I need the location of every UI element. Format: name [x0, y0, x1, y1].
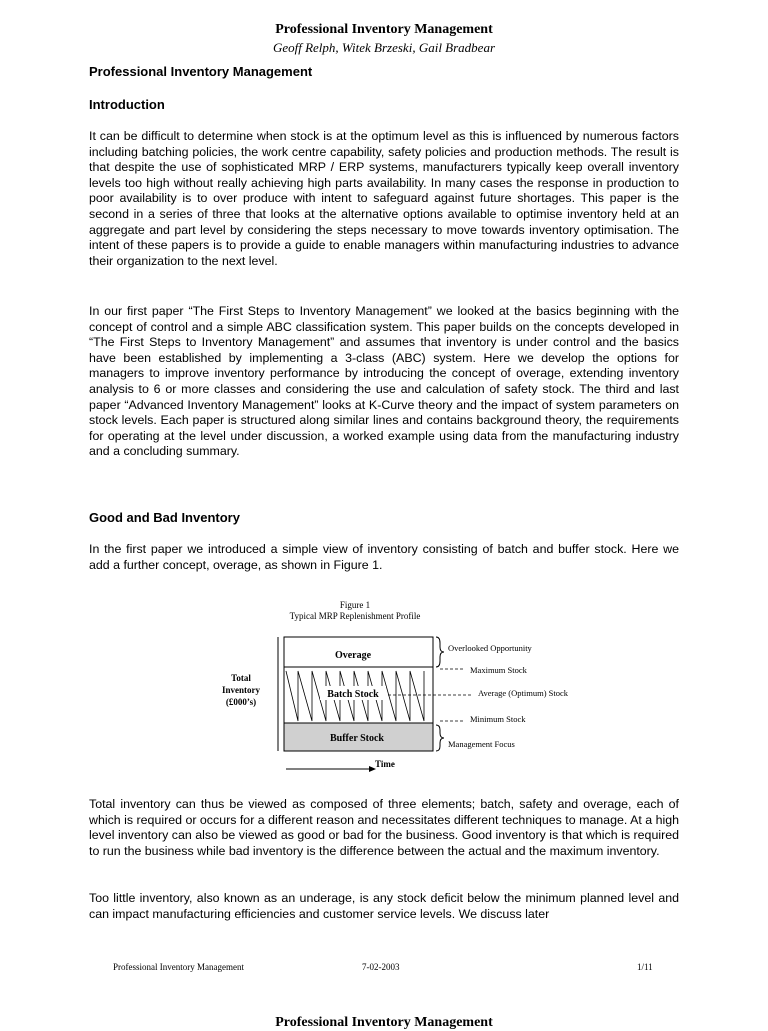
ann-management-focus: Management Focus [448, 739, 515, 749]
good-bad-paragraph-3: Too little inventory, also known as an underage, is any stock deficit below the minimum planned level and can impact manufacturing efficiencies and customer service levels. We discuss later [89, 891, 679, 921]
running-header-authors: Geoff Relph, Witek Brzeski, Gail Bradbear [272, 40, 496, 55]
ann-maximum-stock: Maximum Stock [470, 665, 527, 675]
next-page-header: Professional Inventory Management [275, 1015, 493, 1030]
ann-average-stock: Average (Optimum) Stock [478, 688, 569, 698]
good-bad-paragraph-1: In the first paper we introduced a simple view of inventory consisting of batch and buffer stock. Here we add a further concept, overage, as shown in Figure 1. [89, 542, 679, 572]
y-label-line-3: (£000’s) [225, 697, 257, 707]
overlooked-brace [436, 637, 444, 667]
figure-label: Figure 1 [339, 600, 371, 610]
y-label-line-2: Inventory [222, 685, 260, 695]
time-label: Time [375, 759, 395, 769]
management-brace [436, 725, 444, 751]
figure-caption: Typical MRP Replenishment Profile [289, 611, 421, 621]
batch-stock-label: Batch Stock [327, 689, 379, 700]
running-header-title: Professional Inventory Management [275, 22, 493, 37]
introduction-paragraph-1: It can be difficult to determine when stock is at the optimum level as this is influenced by numerous factors including batching policies, the work centre capability, safety policies and production methods. The result is that despite the use of sophisticated MRP / ERP systems, manufacturers typically keep overall inventory levels too high without really achieving high parts availability. In many cases the response in production to poor availability is to over produce with intent to safeguard against future shortages. This paper is the second in a series of three that looks at the alternative options available to optimise inventory held at an aggregate and part level by considering the steps necessary to move towards inventory optimisation. The intent of these papers is to provide a guide to enable managers within manufacturing industries to advance their organization to the next level. [89, 129, 679, 268]
good-bad-paragraph-2: Total inventory can thus be viewed as composed of three elements; batch, safety and overage, each of which is required or occurs for a different reason and necessitates different techniques to manage. At a high level inventory can also be viewed as good or bad for the business. Good inventory is that which is required to run the business while bad inventory is the difference between the actual and the maximum inventory. [89, 797, 679, 858]
ann-minimum-stock: Minimum Stock [470, 714, 526, 724]
ann-overlooked-opportunity: Overlooked Opportunity [448, 643, 532, 653]
introduction-heading: Introduction [89, 97, 165, 112]
footer-date: 7-02-2003 [362, 962, 400, 972]
y-label-line-1: Total [231, 673, 251, 683]
footer-page-number: 1/11 [637, 962, 653, 972]
document-title: Professional Inventory Management [89, 64, 313, 79]
good-bad-heading: Good and Bad Inventory [89, 510, 240, 525]
introduction-paragraph-2: In our first paper “The First Steps to Inventory Management” we looked at the basics beginning with the concept of control and a simple ABC classification system. This paper builds on the concepts developed in “The First Steps to Inventory Management” and assumes that inventory is under control and the basics have been established by implementing a 3-class (ABC) system. Here we develop the options for managers to improve inventory performance by introducing the concept of overage, extending inventory analysis to 6 or more classes and considering the use and calculation of safety stock. The third and last paper “Advanced Inventory Management” looks at K-Curve theory and the impact of system parameters on stock levels. Each paper is structured along similar lines and contains background theory, the requirements for operating at the level under discussion, a worked example using data from the manufacturing industry and a concluding summary. [89, 304, 679, 459]
figure-1-diagram [200, 597, 600, 777]
overage-label: Overage [334, 650, 372, 661]
footer-title: Professional Inventory Management [113, 962, 244, 972]
buffer-stock-label: Buffer Stock [330, 733, 384, 744]
